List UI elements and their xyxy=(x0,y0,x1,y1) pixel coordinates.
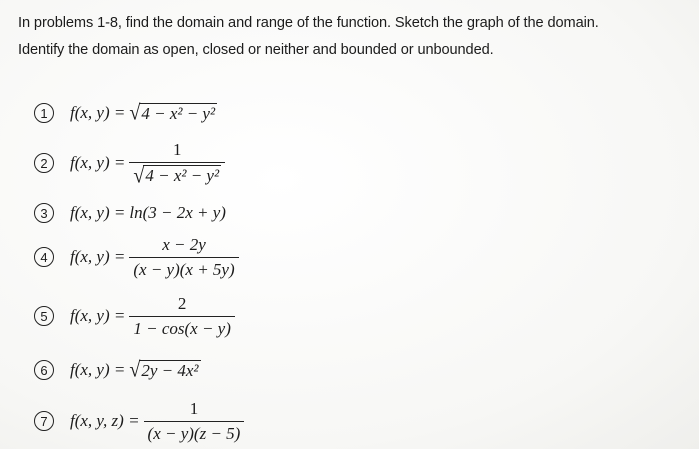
function-lhs: f(x, y) = xyxy=(70,153,126,172)
radicand: 4 − x² − y² xyxy=(141,103,216,123)
function-lhs: f(x, y, z) = xyxy=(70,411,140,430)
square-root xyxy=(129,360,200,381)
problem-7 xyxy=(34,396,244,446)
function-lhs: f(x, y) = xyxy=(70,203,126,222)
fraction xyxy=(129,294,235,339)
fraction xyxy=(144,399,245,444)
function-lhs: f(x, y) = xyxy=(70,247,126,266)
denominator: (x − y)(x + 5y) xyxy=(129,257,238,280)
radical-sign-icon: √ xyxy=(129,101,141,126)
problem-5 xyxy=(34,291,235,341)
problem-6 xyxy=(34,350,201,390)
instructions-line-1: In problems 1-8, find the domain and range of the function. Sketch the graph of the domain. xyxy=(18,15,599,31)
denominator: (x − y)(z − 5) xyxy=(144,421,245,444)
problem-1 xyxy=(34,93,217,133)
problem-number: 2 xyxy=(34,153,54,173)
function-lhs: f(x, y) = xyxy=(70,360,126,379)
function-lhs: f(x, y) = xyxy=(70,103,126,122)
problem-2 xyxy=(34,138,225,188)
problem-number: 7 xyxy=(34,411,54,431)
numerator: 1 xyxy=(189,398,199,418)
denominator xyxy=(129,162,225,186)
problem-number: 5 xyxy=(34,306,54,326)
radical-sign-icon: √ xyxy=(133,163,145,188)
function-expression: ln(3 − 2x + y) xyxy=(129,203,226,222)
problem-number: 4 xyxy=(34,247,54,267)
problem-number: 6 xyxy=(34,360,54,380)
radical-sign-icon: √ xyxy=(129,358,141,383)
problem-4 xyxy=(34,232,239,282)
instructions-line-2: Identify the domain as open, closed or neither and bounded or unbounded. xyxy=(18,42,494,58)
denominator: 1 − cos(x − y) xyxy=(129,316,235,339)
problem-3 xyxy=(34,193,226,233)
radicand: 2y − 4x² xyxy=(141,360,199,380)
fraction xyxy=(129,140,225,186)
numerator: x − 2y xyxy=(162,234,206,254)
radicand: 4 − x² − y² xyxy=(145,166,220,186)
instructions xyxy=(18,10,696,64)
square-root xyxy=(129,103,217,124)
problem-number: 3 xyxy=(34,203,54,223)
fraction xyxy=(129,235,238,280)
function-lhs: f(x, y) = xyxy=(70,306,126,325)
numerator: 2 xyxy=(177,293,187,313)
numerator: 1 xyxy=(172,140,182,160)
problem-number: 1 xyxy=(34,103,54,123)
